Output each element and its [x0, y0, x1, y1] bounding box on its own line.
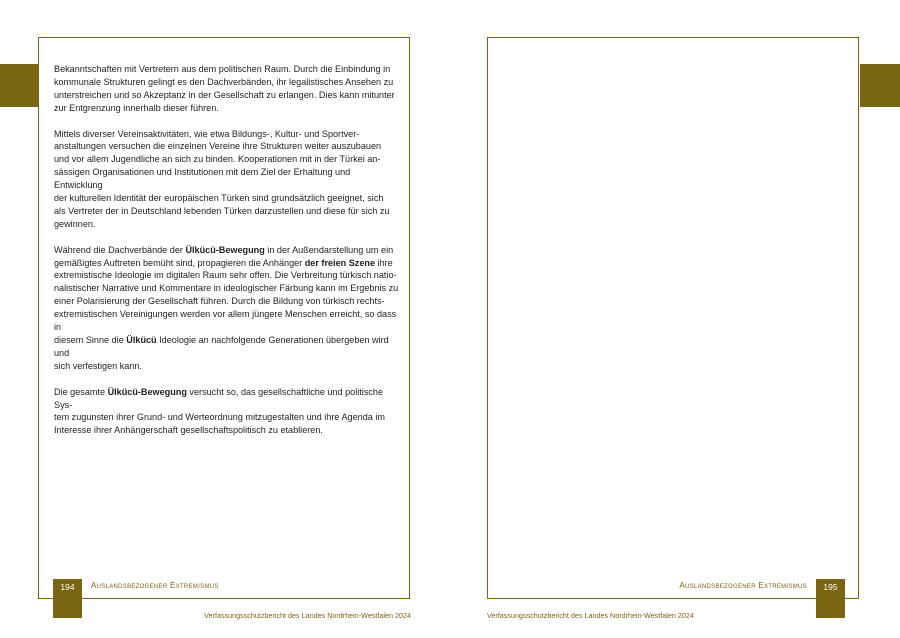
- text-run: extremistischen Vereinigungen werden vor allem jüngere Menschen erreicht, so dass in: [54, 309, 397, 333]
- page-number-left: 194: [53, 579, 82, 618]
- bold-term: Ülkücü-Bewegung: [185, 244, 265, 255]
- right-page: [487, 37, 859, 599]
- paragraph: [54, 128, 399, 231]
- text-run: diesem Sinne die: [54, 335, 127, 345]
- text-run: tem zugunsten ihrer Grund- und Werteordnung mitzugestalten und ihre Agenda im: [54, 412, 385, 423]
- paragraph: [54, 386, 399, 438]
- text-run: einer Polarisierung der Gesellschaft führen. Durch die Bildung von türkisch rechts-: [54, 296, 385, 307]
- text-run: als Vertreter der in Deutschland lebenden Türken darzustellen und diese für sich zu: [54, 205, 390, 216]
- chapter-edge-tab-left: [0, 64, 39, 107]
- text-run: in der Außendarstellung um ein: [264, 244, 394, 255]
- report-title-left: Verfassungsschutzbericht des Landes Nordrhein-Westfalen 2024: [204, 611, 411, 620]
- body-text: [54, 63, 399, 450]
- text-run: sich verfestigen kann.: [54, 360, 142, 371]
- chapter-edge-tab-right: [860, 64, 900, 107]
- text-run: gemäßigtes Auftreten bemüht sind, propagieren die Anhänger: [54, 257, 305, 268]
- text-run: Mittels diverser Vereinsaktivitäten, wie etwa Bildungs-, Kultur- und Sportver-: [54, 128, 360, 139]
- text-run: und vor allem Jugendliche an sich zu binden. Kooperationen mit in der Türkei an-: [54, 154, 381, 165]
- bold-term: der freien Szene: [304, 257, 376, 268]
- paragraph: [54, 244, 399, 373]
- bold-term: Ülkücü: [126, 335, 157, 345]
- text-run: anstaltungen versuchen die einzelnen Vereine ihre Strukturen weiter auszubauen: [54, 141, 382, 152]
- text-run: unterstreichen und so Akzeptanz in der Gesellschaft zu erlangen. Dies kann mitunter: [54, 89, 395, 100]
- text-run: sässigen Organisationen und Institutionen mit dem Ziel der Erhaltung und Entwicklung: [54, 167, 351, 191]
- text-run: gewinnen.: [54, 218, 96, 229]
- text-run: Ideologie an nachfolgende Generationen übergeben wird und: [54, 335, 389, 358]
- running-head-right: Auslandsbezogener Extremismus: [679, 581, 807, 590]
- text-run: Interesse ihrer Anhängerschaft gesellschaftspolitisch zu etablieren.: [54, 425, 323, 436]
- text-run: Während die Dachverbände der: [54, 244, 186, 255]
- left-page: [38, 37, 410, 599]
- text-run: nalistischer Narrative und Kommentare in ideologischer Färbung kann im Ergebnis zu: [54, 283, 399, 294]
- text-run: versucht so, das gesellschaftliche und politische Sys-: [54, 386, 384, 410]
- bold-term: Ülkücü-Bewegung: [107, 386, 187, 397]
- text-run: ihre: [375, 257, 393, 268]
- text-run: zur Entgrenzung innerhalb dieser führen.: [54, 102, 219, 113]
- running-head-left: Auslandsbezogener Extremismus: [91, 581, 219, 590]
- text-run: Die gesamte: [54, 386, 108, 397]
- text-run: Bekanntschaften mit Vertretern aus dem politischen Raum. Durch die Einbindung in: [54, 64, 391, 74]
- report-title-right: Verfassungsschutzbericht des Landes Nordrhein-Westfalen 2024: [487, 611, 694, 620]
- paragraph: [54, 63, 399, 115]
- text-run: kommunale Strukturen gelingt es den Dachverbänden, ihr legalistisches Ansehen zu: [54, 76, 394, 87]
- text-run: der kulturellen Identität der europäischen Türken sind grundsätzlich geeignet, sich: [54, 193, 384, 204]
- page-number-right: 195: [816, 579, 845, 618]
- text-run: extremistische Ideologie im digitalen Raum sehr offen. Die Verbreitung türkisch natio-: [54, 270, 397, 281]
